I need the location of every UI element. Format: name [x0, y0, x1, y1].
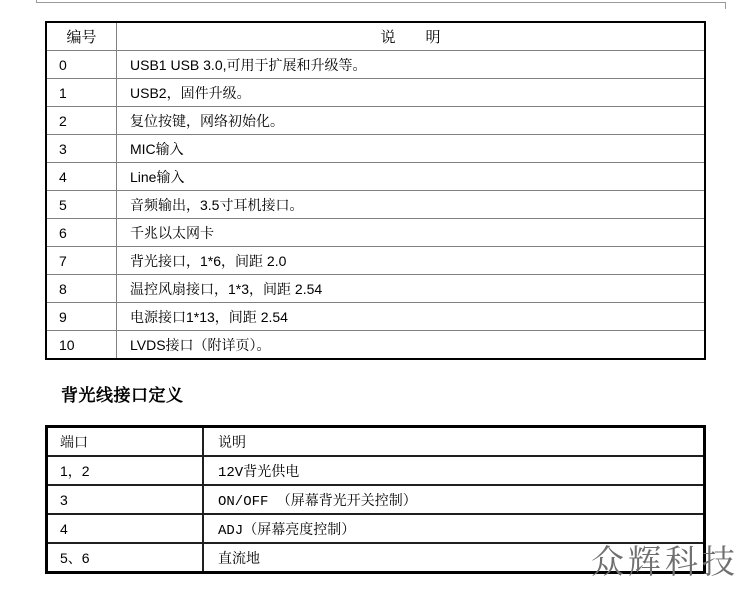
table-row [47, 456, 705, 485]
table-row [47, 485, 705, 514]
row-description: 温控风扇接口，1*3，间距 2.54 [117, 275, 706, 303]
row-description: 直流地 [203, 543, 705, 573]
row-port: 3 [47, 485, 204, 514]
table-row [46, 219, 705, 247]
column-header-port: 端口 [47, 427, 204, 457]
row-number: 1 [46, 79, 117, 107]
row-description: 12V背光供电 [203, 456, 705, 485]
table-row [46, 331, 705, 360]
row-number: 5 [46, 191, 117, 219]
row-number: 7 [46, 247, 117, 275]
column-header-description: 说明 [203, 427, 705, 457]
row-description: 千兆以太网卡 [117, 219, 706, 247]
page-top-rule [36, 2, 726, 3]
row-description: LVDS接口（附详页）。 [117, 331, 706, 360]
table-row [46, 191, 705, 219]
row-port: 1，2 [47, 456, 204, 485]
io-description-table [45, 21, 706, 360]
column-header-number: 编号 [46, 22, 117, 51]
table-header-row [47, 427, 705, 457]
row-port: 4 [47, 514, 204, 543]
section-heading: 背光线接口定义 [61, 386, 184, 405]
table-row [46, 107, 705, 135]
row-port: 5、6 [47, 543, 204, 573]
table-row [46, 275, 705, 303]
row-description: USB2，固件升级。 [117, 79, 706, 107]
row-number: 4 [46, 163, 117, 191]
table-header-row [46, 22, 705, 51]
row-description: ON/OFF （屏幕背光开关控制） [203, 485, 705, 514]
row-number: 6 [46, 219, 117, 247]
row-description: ADJ（屏幕亮度控制） [203, 514, 705, 543]
table-row [46, 79, 705, 107]
table-row [46, 51, 705, 79]
row-number: 8 [46, 275, 117, 303]
row-description: 背光接口，1*6，间距 2.0 [117, 247, 706, 275]
row-number: 9 [46, 303, 117, 331]
row-number: 10 [46, 331, 117, 360]
row-description: 音频输出，3.5寸耳机接口。 [117, 191, 706, 219]
row-number: 2 [46, 107, 117, 135]
row-description: Line输入 [117, 163, 706, 191]
row-description: MIC输入 [117, 135, 706, 163]
row-number: 0 [46, 51, 117, 79]
watermark-logo: 众辉科技 [591, 543, 739, 580]
table-row [46, 247, 705, 275]
table-row [46, 303, 705, 331]
table-row [46, 163, 705, 191]
column-header-description: 说 明 [117, 22, 706, 51]
row-description: 复位按键，网络初始化。 [117, 107, 706, 135]
row-description: 电源接口1*13，间距 2.54 [117, 303, 706, 331]
row-description: USB1 USB 3.0,可用于扩展和升级等。 [117, 51, 706, 79]
row-number: 3 [46, 135, 117, 163]
table-row [46, 135, 705, 163]
